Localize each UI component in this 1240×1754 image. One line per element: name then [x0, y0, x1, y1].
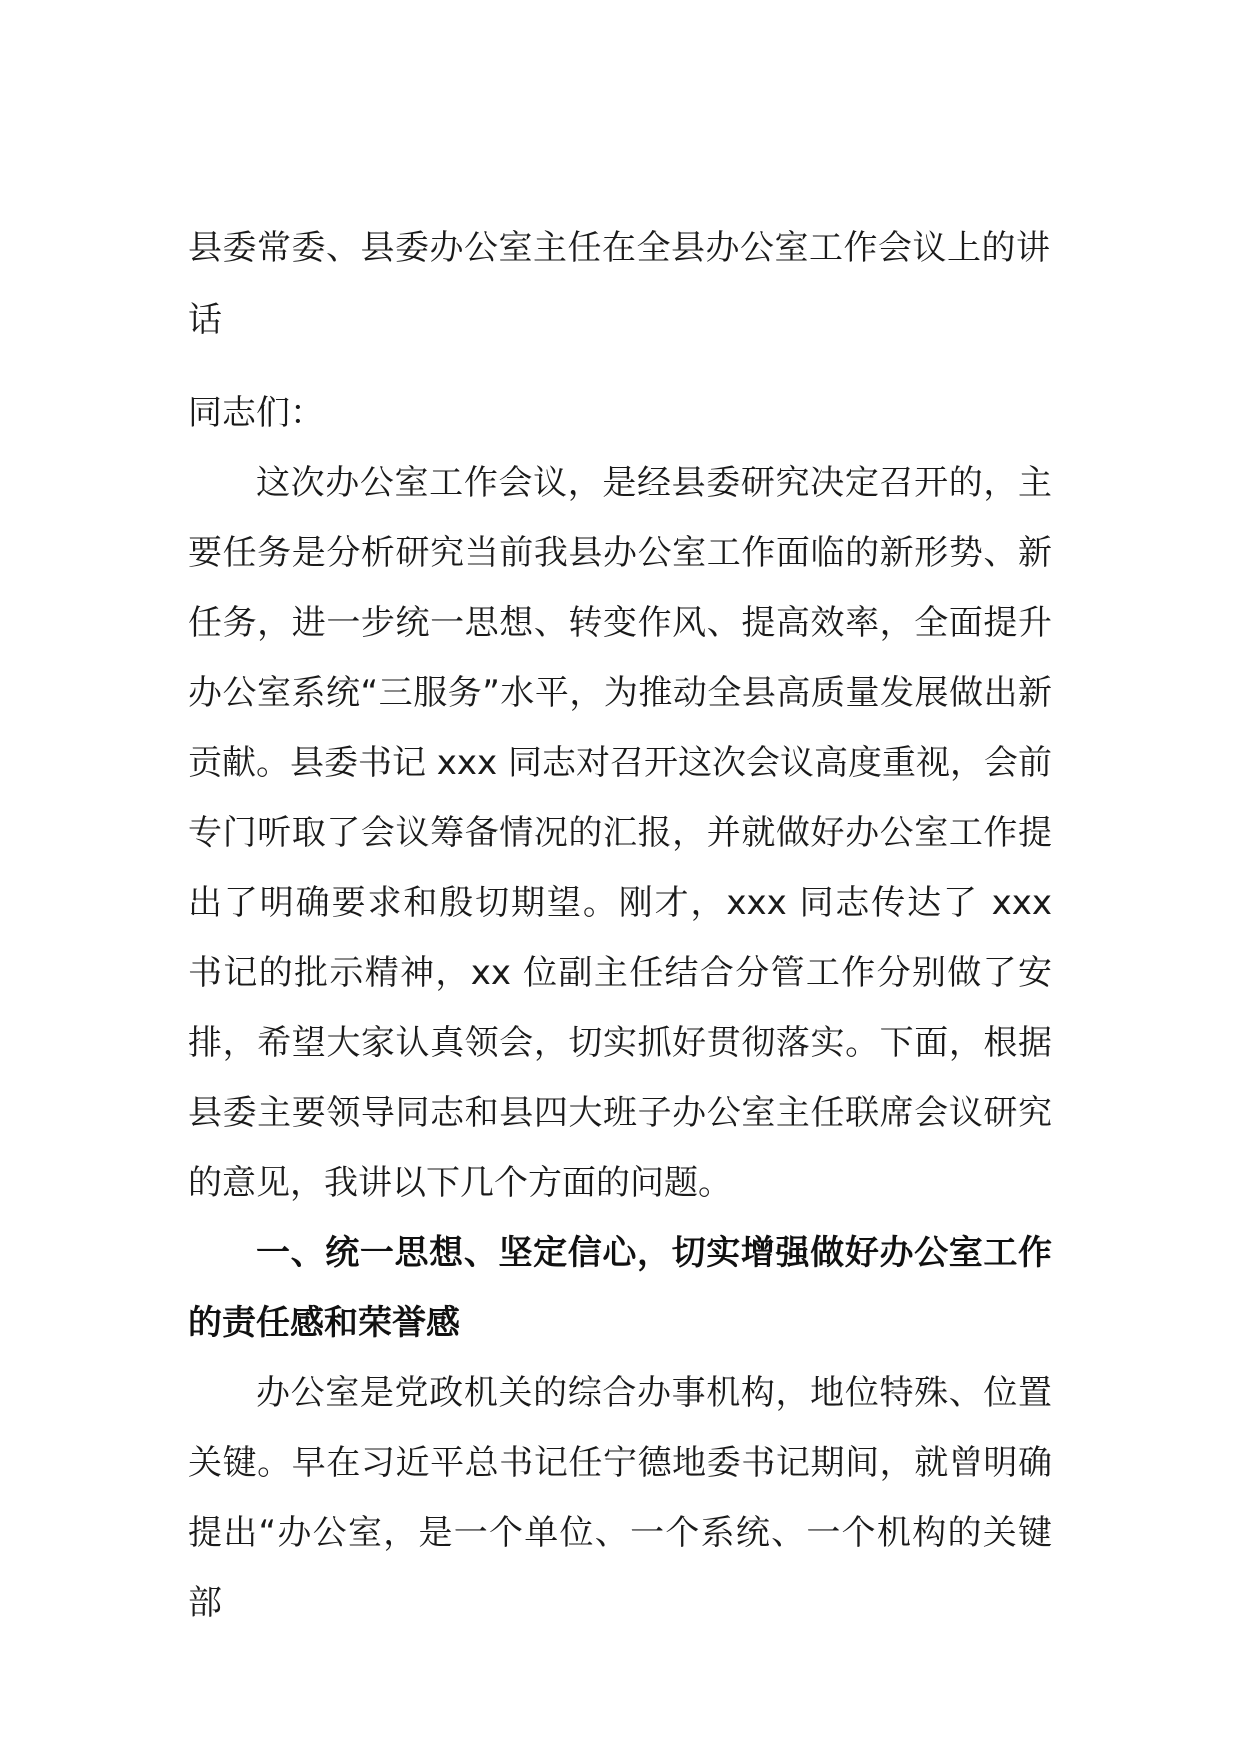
salutation: 同志们：	[188, 393, 324, 433]
section-paragraph: 办公室是党政机关的综合办事机构，地位特殊、位置关键。早在习近平总书记任宁德地委书记期间，就曾明确提出“办公室，是一个单位、一个系统、一个机构的关键部	[188, 1373, 1052, 1623]
body-paragraph: 这次办公室工作会议，是经县委研究决定召开的，主要任务是分析研究当前我县办公室工作面临的新形势、新任务，进一步统一思想、转变作风、提高效率，全面提升办公室系统“三服务”水平，为推动全县高质量发展做出新贡献。县委书记 xxx 同志对召开这次会议高度重视，会前专门听取了会议筹备情况的汇报，并就做好办公室工作提出了明确要求和殷切期望。刚才，xxx 同志传达了 xxx 书记的批示精神，xx 位副主任结合分管工作分别做了安排，希望大家认真领会，切实抓好贯彻落实。下面，根据县委主要领导同志和县四大班子办公室主任联席会议研究的意见，我讲以下几个方面的问题。	[188, 463, 1052, 1203]
section-heading: 一、统一思想、坚定信心，切实增强做好办公室工作的责任感和荣誉感	[188, 1233, 1052, 1343]
document-title: 县委常委、县委办公室主任在全县办公室工作会议上的讲话	[188, 228, 1051, 340]
document-body	[188, 212, 1052, 1638]
